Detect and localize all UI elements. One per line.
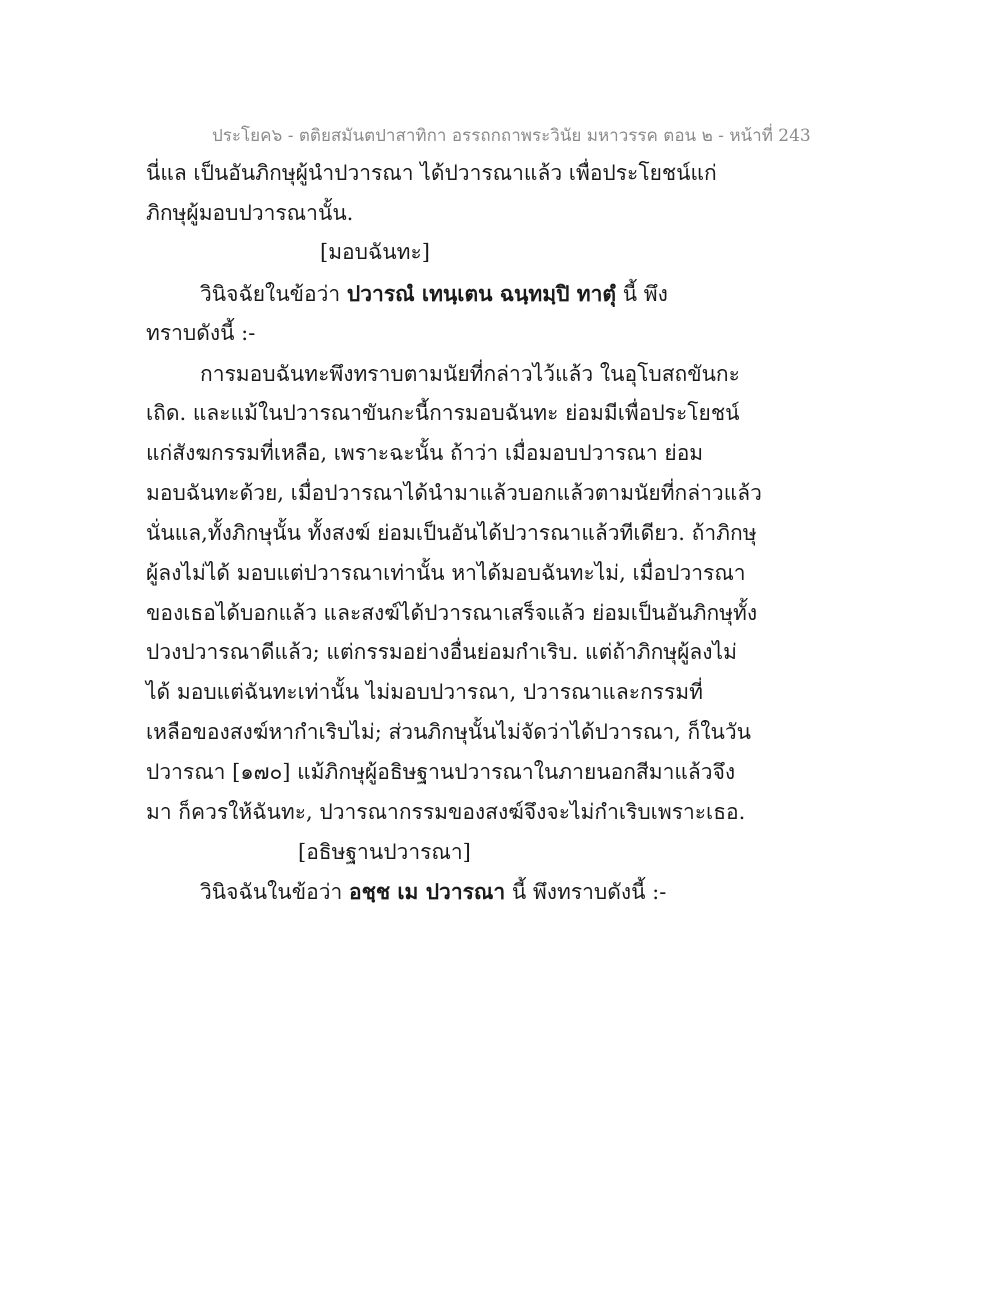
text-span: วินิจฉันในข้อว่า [200, 880, 349, 904]
text-line: ของเธอได้บอกแล้ว และสงฆ์ได้ปวารณาเสร็จแล้ว ย่อมเป็นอันภิกษุทั้ง [146, 601, 758, 625]
text-line: ภิกษุผู้มอบปวารณานั้น. [146, 201, 354, 225]
text-line: เหลือของสงฆ์หากำเริบไม่; ส่วนภิกษุนั้นไม่จัดว่าได้ปวารณา, ก็ในวัน [146, 720, 751, 744]
text-line: การมอบฉันทะพึงทราบตามนัยที่กล่าวไว้แล้ว ในอุโบสถขันกะ [200, 362, 740, 386]
text-span: วินิจฉัยในข้อว่า [200, 282, 347, 306]
text-line: แก่สังฆกรรมที่เหลือ, เพราะฉะนั้น ถ้าว่า เมื่อมอบปวารณา ย่อม [146, 441, 704, 465]
text-span: นี้ พึงทราบดังนี้ :- [505, 880, 667, 904]
text-line: ผู้ลงไม่ได้ มอบแต่ปวารณาเท่านั้น หาได้มอบฉันทะไม่, เมื่อปวารณา [146, 561, 746, 585]
pali-term: อชฺช เม ปวารณา [348, 879, 506, 904]
text-line [200, 279, 668, 309]
text-line: ปวารณา [๑๗๐] แม้ภิกษุผู้อธิษฐานปวารณาในภายนอกสีมาแล้วจึง [146, 760, 736, 784]
page-header: ประโยค๖ - ตติยสมันตปาสาทิกา อรรถกถาพระวินัย มหาวรรค ตอน ๒ - หน้าที่ 243 [212, 126, 811, 146]
text-line: ได้ มอบแต่ฉันทะเท่านั้น ไม่มอบปวารณา, ปวารณาและกรรมที่ [146, 680, 703, 704]
text-line [200, 877, 666, 907]
section-heading: [อธิษฐานปวารณา] [298, 840, 471, 864]
pali-term: ปวารณํ เทนฺเตน ฉนฺทมฺปิ ทาตุํ [346, 281, 617, 306]
text-line: เถิด. และแม้ในปวารณาขันกะนี้การมอบฉันทะ ย่อมมีเพื่อประโยชน์ [146, 401, 740, 425]
section-heading: [มอบฉันทะ] [320, 240, 430, 264]
text-line: นั่นแล,ทั้งภิกษุนั้น ทั้งสงฆ์ ย่อมเป็นอันได้ปวารณาแล้วทีเดียว. ถ้าภิกษุ [146, 521, 757, 545]
text-line: มา ก็ควรให้ฉันทะ, ปวารณากรรมของสงฆ์จึงจะไม่กำเริบเพราะเธอ. [146, 800, 746, 824]
text-span: นี้ พึง [616, 282, 668, 306]
text-line: ปวงปวารณาดีแล้ว; แต่กรรมอย่างอื่นย่อมกำเริบ. แต่ถ้าภิกษุผู้ลงไม่ [146, 640, 737, 664]
text-line: นี่แล เป็นอันภิกษุผู้นำปวารณา ได้ปวารณาแล้ว เพื่อประโยชน์แก่ [146, 161, 717, 185]
text-line: มอบฉันทะด้วย, เมื่อปวารณาได้นำมาแล้วบอกแล้วตามนัยที่กล่าวแล้ว [146, 481, 762, 505]
text-line: ทราบดังนี้ :- [146, 321, 256, 345]
